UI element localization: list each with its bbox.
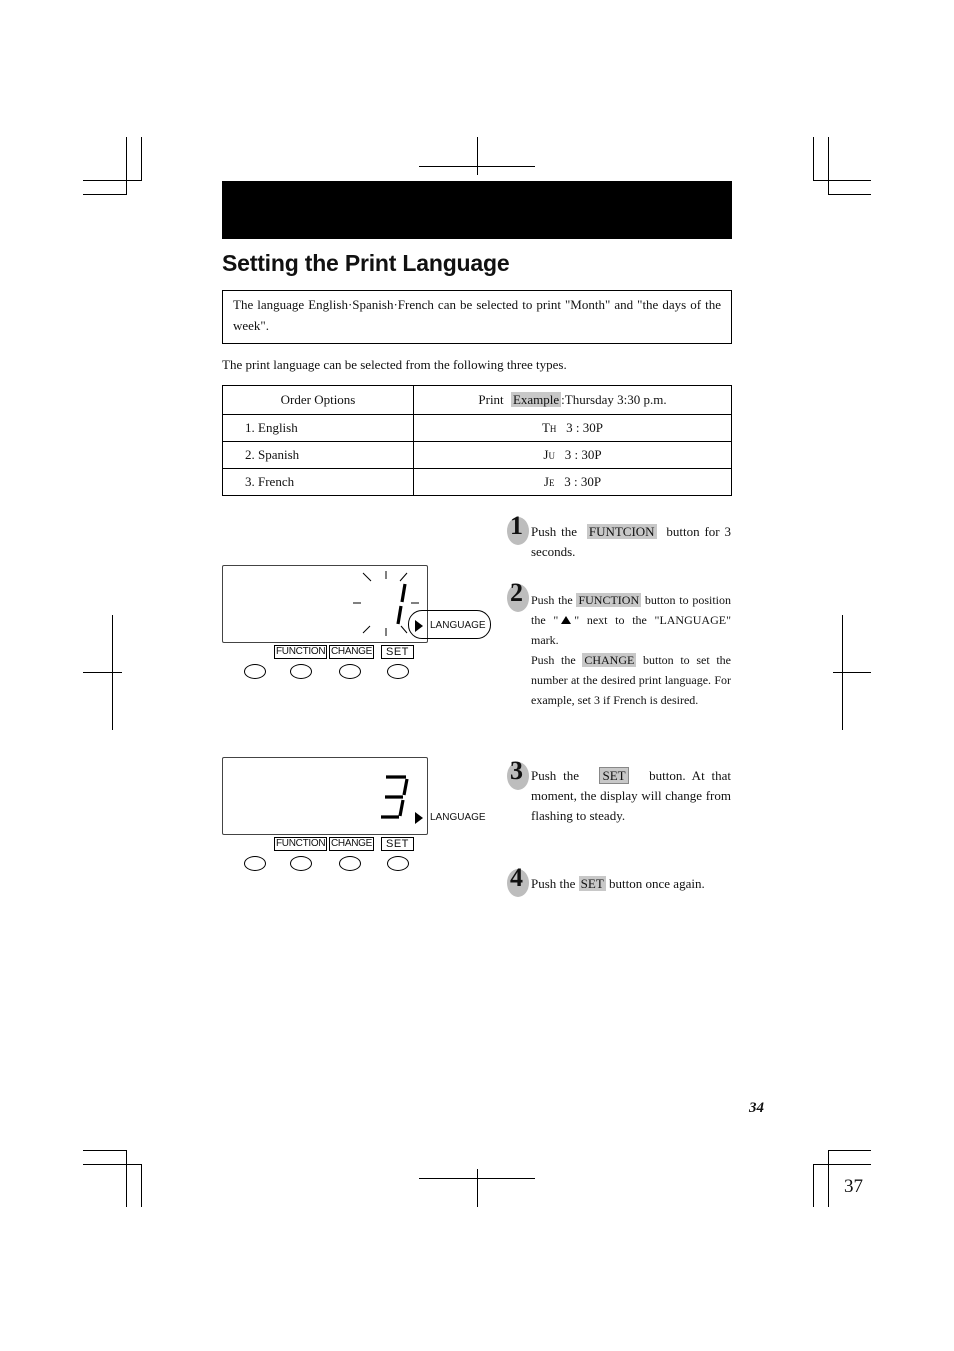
table-row: [223, 469, 732, 496]
blank-button[interactable]: [244, 664, 266, 679]
header-bar: [222, 181, 732, 239]
table-row: [223, 415, 732, 442]
table-header-row: [223, 386, 732, 415]
blank-button[interactable]: [244, 856, 266, 871]
language-label: LANGUAGE: [430, 620, 486, 631]
header-order-options: Order Options: [223, 386, 414, 415]
example-cell: TH 3 : 30P: [414, 415, 732, 442]
step-number-4: 4: [507, 867, 529, 897]
flashing-digit-1: [223, 566, 427, 642]
intro-box: [222, 290, 732, 344]
step-3-text: Push the SET button. At that moment, the display will change from flashing to steady.: [531, 768, 731, 823]
step-number-2: 2: [507, 582, 529, 612]
step-4-text: Push the SET button once again.: [531, 876, 705, 891]
option-cell: 3. French: [223, 469, 414, 496]
function-button[interactable]: [290, 856, 312, 871]
up-triangle-icon: [561, 616, 571, 624]
display-panel-1: [222, 565, 428, 643]
triangle-pointer-icon: [415, 812, 423, 824]
step-2-text: Push the FUNCTION button to position the " " next to the "LANGUAGE" mark. Push the CHANGE button to set the number at the desired print language. For example, set 3 if French is desired.: [531, 593, 731, 707]
header-print-example: Print Example :Thursday 3:30 p.m.: [414, 386, 732, 415]
step-1-text: Push the FUNTCION button for 3 seconds.: [531, 524, 732, 559]
step-number-3: 3: [507, 760, 529, 790]
manual-page-number: 34: [749, 1100, 764, 1116]
set-button[interactable]: [387, 856, 409, 871]
change-button[interactable]: [339, 856, 361, 871]
step-number-1: 1: [507, 515, 529, 545]
set-button[interactable]: [387, 664, 409, 679]
language-table: [222, 385, 732, 496]
function-label: FUNCTION: [276, 838, 326, 849]
example-cell: JE 3 : 30P: [414, 469, 732, 496]
page-number: 37: [844, 1176, 863, 1197]
option-cell: 2. Spanish: [223, 442, 414, 469]
set-label: SET: [381, 645, 414, 659]
triangle-pointer-icon: [415, 620, 423, 632]
page-title: Setting the Print Language: [222, 250, 510, 276]
steady-digit-3: [223, 758, 427, 834]
types-text: The print language can be selected from the following three types.: [222, 357, 567, 372]
table-row: [223, 442, 732, 469]
function-button[interactable]: [290, 664, 312, 679]
intro-text: The language English·Spanish·French can be selected to print "Month" and "the days of the week".: [233, 297, 721, 333]
display-panel-2: [222, 757, 428, 835]
example-cell: JU 3 : 30P: [414, 442, 732, 469]
set-label: SET: [381, 837, 414, 851]
change-label: CHANGE: [331, 646, 372, 657]
option-cell: 1. English: [223, 415, 414, 442]
function-label: FUNCTION: [276, 646, 326, 657]
change-button[interactable]: [339, 664, 361, 679]
change-label: CHANGE: [331, 838, 372, 849]
language-label: LANGUAGE: [430, 812, 486, 823]
